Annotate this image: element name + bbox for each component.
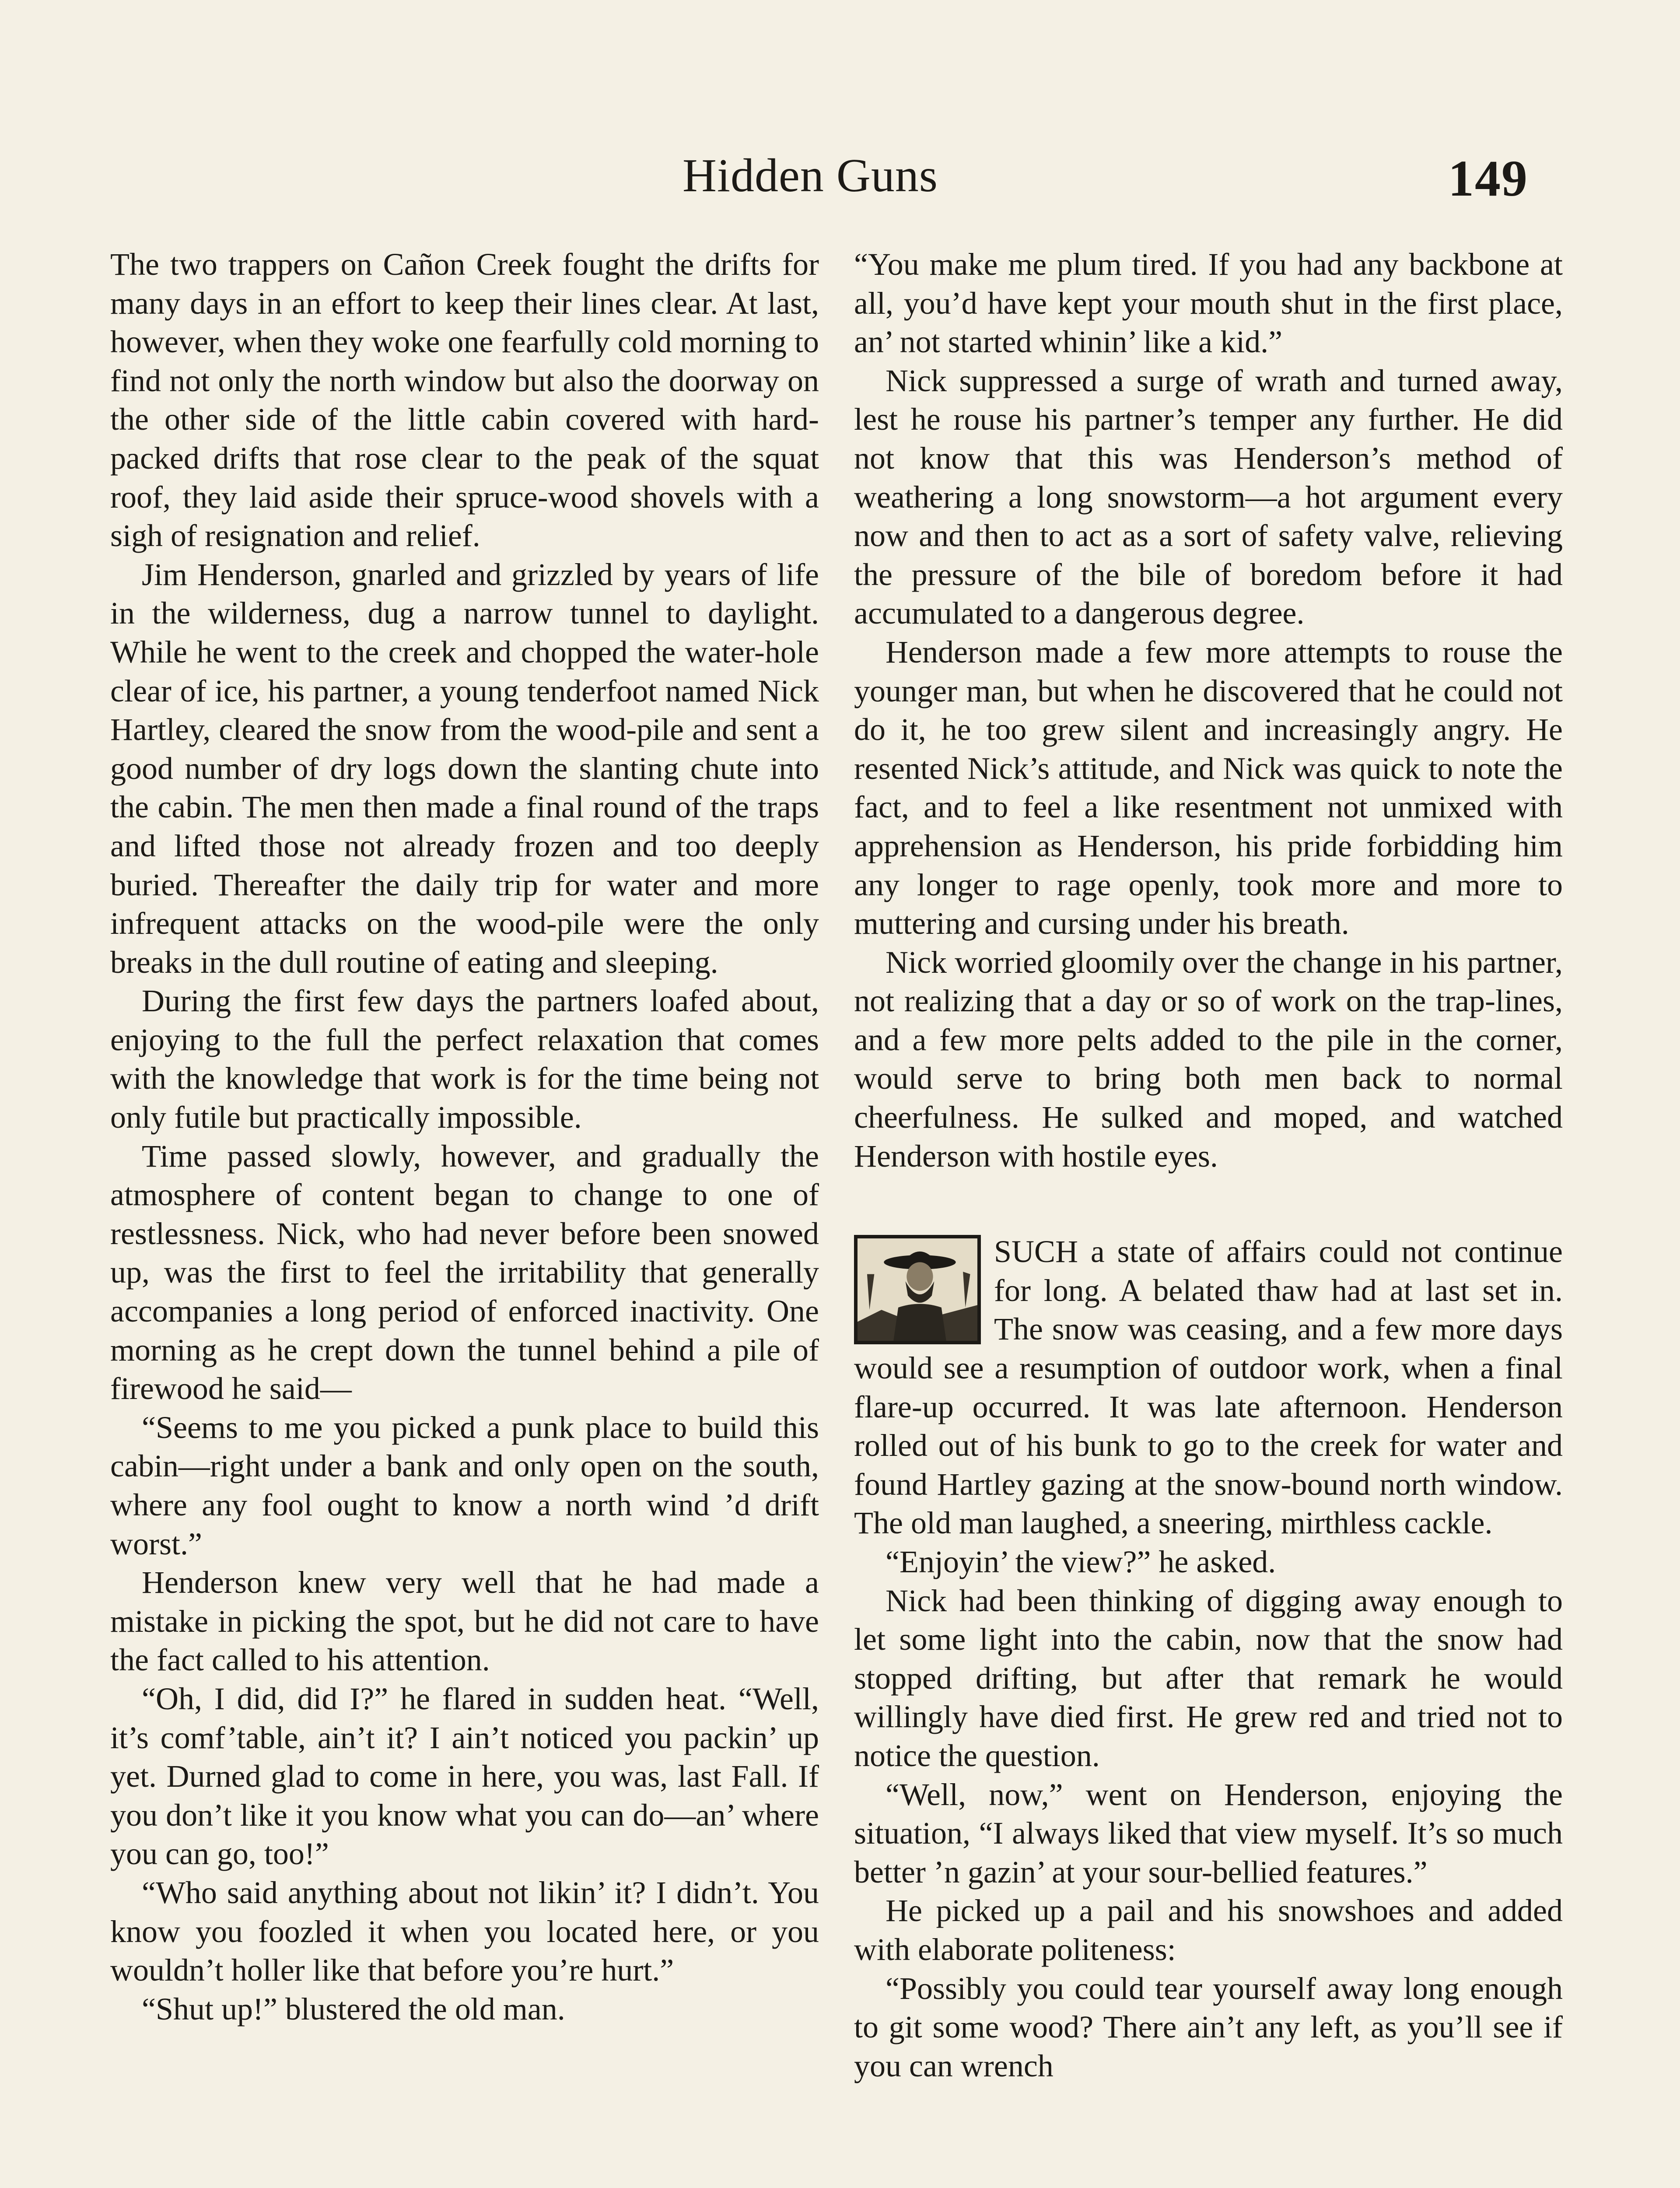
page-number: 149 xyxy=(1448,150,1528,207)
paragraph: Henderson knew very well that he had made a mistake in picking the spot, but he did not care to have the fact called to his attention. xyxy=(110,1565,819,1678)
paragraph: “Oh, I did, did I?” he flared in sudden heat. “Well, it’s comf’table, ain’t it? I ain’t noticed you packin’ up yet. Durned glad to come in here, you was, last Fall. If you don’t like it you know what you can do—an’ where you can go, too!” xyxy=(110,1681,819,1872)
right-column xyxy=(854,245,1563,2085)
page-header xyxy=(0,131,1680,219)
paragraph: Nick suppressed a surge of wrath and turned away, lest he rouse his partner’s temper any further. He did not know that this was Henderson’s method of weathering a long snowstorm—a hot argument every now and then to act as a sort of safety valve, relieving the pressure of the bile of boredom before it had accumulated to a dangerous degree. xyxy=(854,363,1563,631)
paragraph: The two trappers on Cañon Creek fought the drifts for many days in an effort to keep their lines clear. At last, however, when they woke one fearfully cold morning to find not only the north window but also the doorway on the other side of the little cabin covered with hard-packed drifts that rose clear to the peak of the squat roof, they laid aside their spruce-wood shovels with a sigh of resignation and relief. xyxy=(110,247,819,554)
paragraph: “Seems to me you picked a punk place to build this cabin—right under a bank and only open on the south, where any fool ought to know a north wind ’d drift worst.” xyxy=(110,1410,819,1561)
section-start xyxy=(854,1232,1563,1543)
paragraph: He picked up a pail and his snowshoes and added with elaborate politeness: xyxy=(854,1893,1563,1967)
paragraph: “Possibly you could tear yourself away long enough to git some wood? There ain’t any left, as you’ll see if you can wrench xyxy=(854,1971,1563,2083)
paragraph: Nick worried gloomily over the change in his partner, not realizing that a day or so of work on the trap-lines, and a few more pelts added to the pile in the corner, would serve to bring both men back to normal cheerfulness. He sulked and moped, and watched Henderson with hostile eyes. xyxy=(854,944,1563,1174)
left-column xyxy=(110,245,819,2028)
paragraph: “Well, now,” went on Henderson, enjoying the situation, “I always liked that view myself. It’s so much better ’n gazin’ at your sour-bellied features.” xyxy=(854,1777,1563,1890)
paragraph: During the first few days the partners loafed about, enjoying to the full the perfect relaxation that comes with the knowledge that work is for the time being not only futile but practically impossible. xyxy=(110,983,819,1135)
paragraph: Time passed slowly, however, and gradually the atmosphere of content began to change to one of restlessness. Nick, who had never before been snowed up, was the first to feel the irritability that generally accompanies a long period of enforced inactivity. One morning as he crept down the tunnel behind a pile of firewood he said— xyxy=(110,1138,819,1406)
section-break xyxy=(854,1175,1563,1232)
paragraph: SUCH a state of affairs could not continue for long. A belated thaw had at last set in. The snow was ceasing, and a few more days would see a resumption of outdoor work, when a final flare-up occurred. It was late afternoon. Henderson rolled out of his bunk to go to the creek for water and found Hartley gazing at the snow-bound north window. The old man laughed, a sneering, mirthless cackle. xyxy=(854,1234,1563,1541)
paragraph: “Shut up!” blustered the old man. xyxy=(142,1991,565,2027)
paragraph: “You make me plum tired. If you had any backbone at all, you’d have kept your mouth shut in the first place, an’ not started whinin’ like a kid.” xyxy=(854,247,1563,360)
paragraph: Jim Henderson, gnarled and grizzled by years of life in the wilderness, dug a narrow tunnel to daylight. While he went to the creek and chopped the water-hole clear of ice, his partner, a young tenderfoot named Nick Hartley, cleared the snow from the wood-pile and sent a good number of dry logs down the slanting chute into the cabin. The men then made a final round of the traps and lifted those not already frozen and too deeply buried. Thereafter the daily trip for water and more infrequent attacks on the wood-pile were the only breaks in the dull routine of eating and sleeping. xyxy=(110,557,819,980)
trapper-portrait-illustration xyxy=(854,1235,981,1344)
paragraph: “Who said anything about not likin’ it? I didn’t. You know you foozled it when you located here, or you wouldn’t holler like that before you’re hurt.” xyxy=(110,1875,819,1988)
running-title: Hidden Guns xyxy=(682,150,938,202)
paragraph: Henderson made a few more attempts to rouse the younger man, but when he discovered that he could not do it, he too grew silent and increasingly angry. He resented Nick’s attitude, and Nick was quick to note the fact, and to feel a like resentment not unmixed with apprehension as Henderson, his pride forbidding him any longer to rage openly, took more and more to muttering and cursing under his breath. xyxy=(854,634,1563,941)
paragraph: “Enjoyin’ the view?” he asked. xyxy=(886,1544,1276,1579)
paragraph: Nick had been thinking of digging away enough to let some light into the cabin, now that the snow had stopped drifting, but after that remark he would willingly have died first. He grew red and tried not to notice the question. xyxy=(854,1583,1563,1773)
